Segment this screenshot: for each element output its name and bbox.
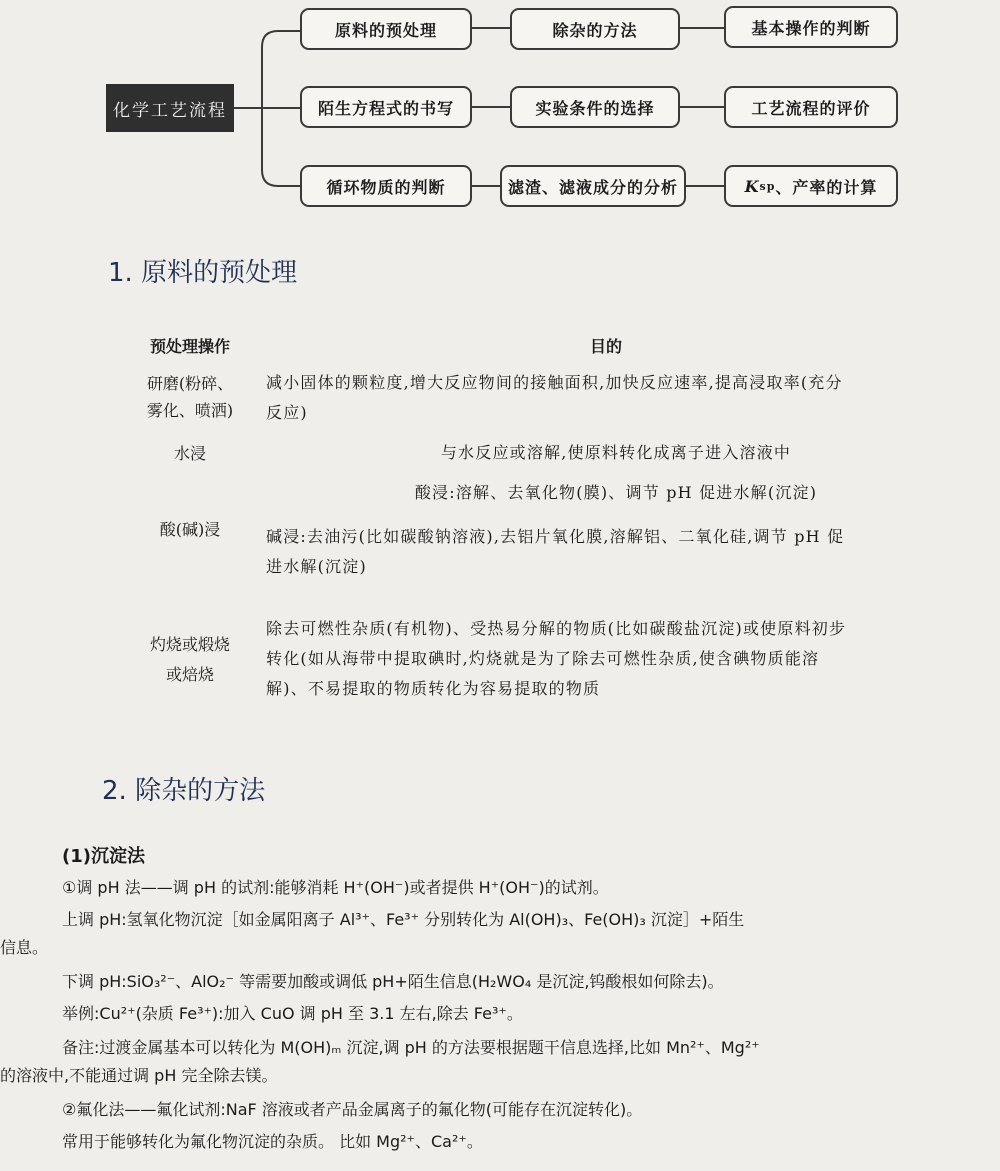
goal-line: 反应) [266, 403, 308, 422]
subsection-title: (1)沉淀法 [62, 846, 145, 867]
mindmap-node: 陌生方程式的书写 [300, 86, 472, 128]
goal-line: 进水解(沉淀) [266, 557, 367, 576]
mindmap-node [724, 165, 898, 207]
table-row-op: 酸(碱)浸 [159, 520, 221, 539]
goal-line: 转化(如从海带中提取碘时,灼烧就是为了除去可燃性杂质,使含碘物质能溶 [266, 649, 820, 668]
mindmap-node: 滤渣、滤液成分的分析 [500, 165, 686, 207]
mindmap-node: 基本操作的判断 [724, 6, 898, 48]
table-row-op: 水浸 [173, 444, 206, 463]
table-row-goal [266, 368, 966, 428]
paragraph: 常用于能够转化为氟化物沉淀的杂质。 比如 Mg²⁺、Ca²⁺。 [62, 1132, 483, 1151]
op-line: 研磨(粉碎、 [146, 374, 234, 393]
mindmap-node: 工艺流程的评价 [724, 86, 898, 128]
section2-title: 2. 除杂的方法 [102, 776, 266, 806]
paragraph: 备注:过渡金属基本可以转化为 M(OH)ₘ 沉淀,调 pH 的方法要根据题干信息选择,比如 Mn²⁺、Mg²⁺ [62, 1038, 760, 1057]
paragraph: 信息。 [0, 938, 49, 957]
paragraph: ②氟化法——氟化试剂:NaF 溶液或者产品金属离子的氟化物(可能存在沉淀转化)。 [62, 1100, 643, 1119]
goal-line: 减小固体的颗粒度,增大反应物间的接触面积,加快反应速率,提高浸取率(充分 [266, 373, 843, 392]
paragraph: ①调 pH 法——调 pH 的试剂:能够消耗 H⁺(OH⁻)或者提供 H⁺(OH⁻)的试剂。 [62, 878, 609, 897]
goal-line: 除去可燃性杂质(有机物)、受热易分解的物质(比如碳酸盐沉淀)或使原料初步 [266, 619, 847, 638]
table-row-goal [266, 522, 966, 582]
op-line: 或焙烧 [165, 665, 214, 684]
table-header-op: 预处理操作 [150, 337, 231, 356]
section1-title: 1. 原料的预处理 [108, 258, 298, 288]
op-line: 灼烧或煅烧 [149, 635, 230, 654]
ksp-symbol: K [744, 176, 760, 196]
ksp-label: 、产率的计算 [775, 177, 878, 197]
mindmap-node: 实验条件的选择 [510, 86, 680, 128]
mindmap-node: 除杂的方法 [510, 8, 680, 50]
table-row-goal-acid: 酸浸:溶解、去氧化物(膜)、调节 pH 促进水解(沉淀) [414, 483, 818, 502]
paragraph: 的溶液中,不能通过调 pH 完全除去镁。 [0, 1066, 278, 1085]
goal-line: 碱浸:去油污(比如碳酸钠溶液),去铝片氧化膜,溶解铝、二氧化硅,调节 pH 促 [266, 527, 845, 546]
table-row-op [125, 630, 255, 690]
table-row-goal [266, 614, 966, 704]
paragraph: 举例:Cu²⁺(杂质 Fe³⁺):加入 CuO 调 pH 至 3.1 左右,除去 Fe³⁺。 [62, 1004, 523, 1023]
goal-line: 解)、不易提取的物质转化为容易提取的物质 [266, 679, 601, 698]
table-row-op [125, 370, 255, 424]
table-header-goal: 目的 [590, 337, 623, 356]
paragraph: 下调 pH:SiO₃²⁻、AlO₂⁻ 等需要加酸或调低 pH+陌生信息(H₂WO₄ 是沉淀,钨酸根如何除去)。 [62, 972, 724, 991]
mindmap-node: 循环物质的判断 [300, 165, 472, 207]
mindmap-node: 原料的预处理 [300, 8, 472, 50]
table-row-goal: 与水反应或溶解,使原料转化成离子进入溶液中 [440, 443, 792, 462]
ksp-subscript: sp [759, 179, 776, 193]
paragraph: 上调 pH:氢氧化物沉淀［如金属阳离子 Al³⁺、Fe³⁺ 分别转化为 Al(OH)₃、Fe(OH)₃ 沉淀］+陌生 [62, 910, 745, 929]
op-line: 雾化、喷洒) [146, 401, 234, 420]
mindmap-root: 化学工艺流程 [106, 84, 234, 132]
